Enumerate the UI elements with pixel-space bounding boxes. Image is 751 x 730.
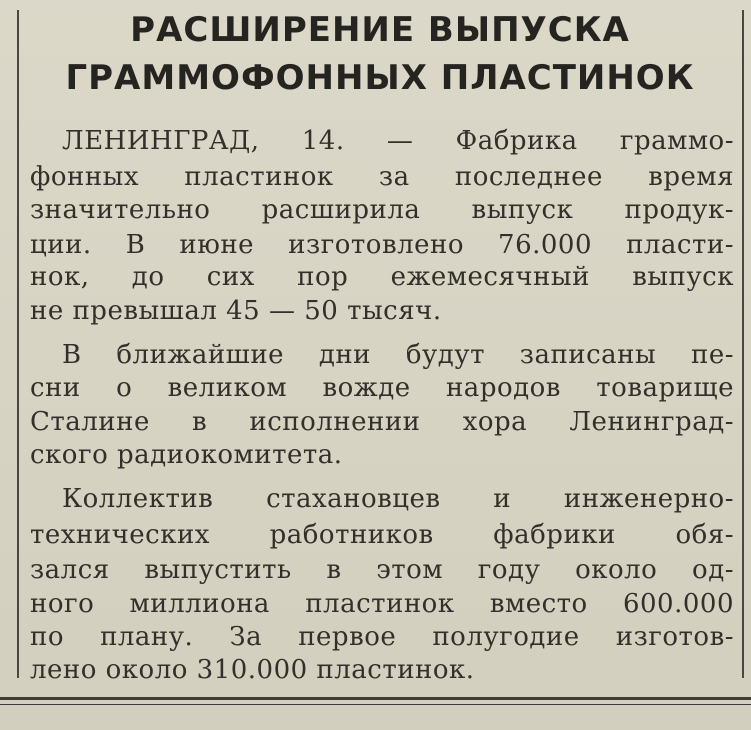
headline-line-1: РАСШИРЕНИЕ ВЫПУСКА — [130, 10, 630, 50]
paragraph-1-line: ции. В июне изготовлено 76.000 пласти- — [30, 230, 734, 260]
column-rule-left — [17, 10, 19, 678]
paragraph-3-line: лено около 310.000 пластинок. — [30, 655, 475, 685]
paragraph-1-line: ЛЕНИНГРАД, 14. — Фабрика граммо- — [62, 126, 734, 156]
paragraph-3-line: по плану. За первое полугодие изготов- — [30, 622, 734, 652]
paragraph-2-line: сни о великом вожде народов товарище — [30, 373, 734, 403]
paragraph-1-line: значительно расширила выпуск продук- — [30, 195, 734, 225]
paragraph-2-line: В ближайшие дни будут записаны пе- — [62, 340, 734, 370]
paragraph-2-line: Сталине в исполнении хора Ленинград- — [30, 407, 734, 437]
paragraph-3-line: зался выпустить в этом году около од- — [30, 555, 734, 585]
paragraph-1-line: не превышал 45 — 50 тысяч. — [30, 296, 442, 326]
paragraph-3-line: Коллектив стахановцев и инженерно- — [62, 484, 734, 514]
paragraph-3-line: ного миллиона пластинок вместо 600.000 — [30, 589, 734, 619]
paragraph-3-line: технических работников фабрики обя- — [30, 520, 734, 550]
paragraph-1-line: фонных пластинок за последнее время — [30, 162, 734, 192]
bottom-rule — [0, 697, 751, 700]
paragraph-1-line: нок, до сих пор ежемесячный выпуск — [30, 262, 734, 292]
paragraph-2-line: ского радиокомитета. — [30, 440, 343, 470]
bottom-rule-thin — [0, 704, 751, 705]
column-rule-right — [742, 10, 744, 678]
headline-line-2: ГРАММОФОННЫХ ПЛАСТИНОК — [65, 58, 695, 98]
